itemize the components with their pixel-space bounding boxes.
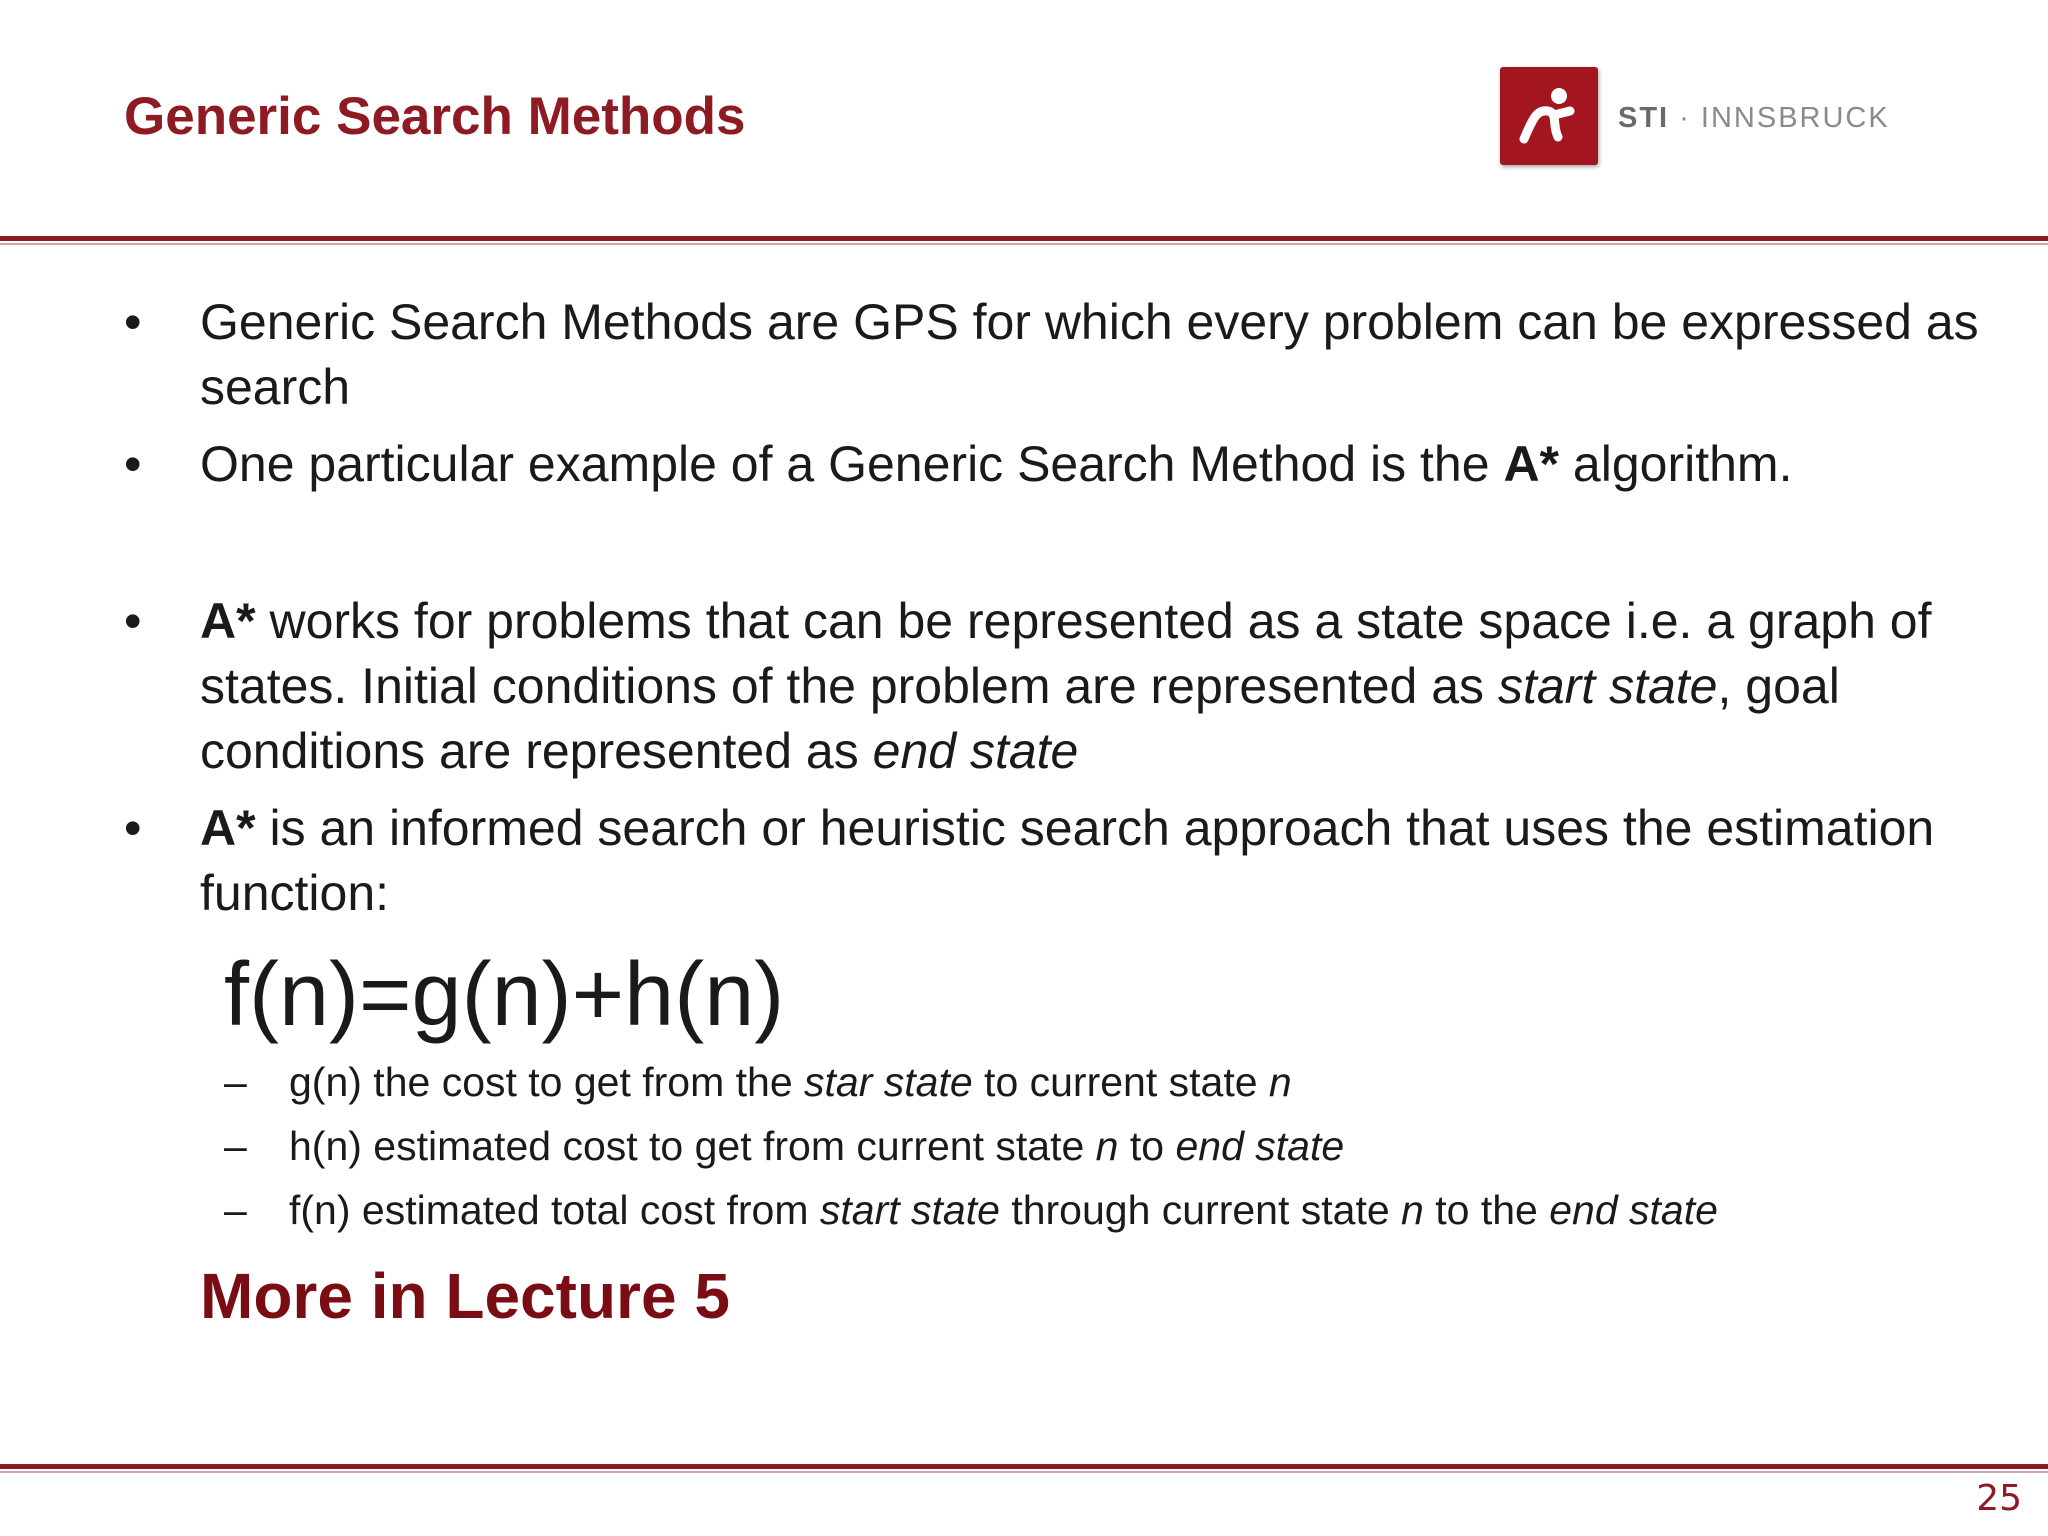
footer-divider — [0, 1464, 2048, 1469]
more-in-lecture-note: More in Lecture 5 — [200, 1260, 730, 1332]
sti-logo-text: STI · INNSBRUCK — [1618, 101, 1890, 134]
sti-figure-icon — [1500, 67, 1598, 165]
bullet-astar-state-space: • A* works for problems that can be represented as a state space i.e. a graph of states. Initial conditions of the problem are represented as start state, goal conditions are represented as end state — [124, 589, 1984, 784]
slide-title: Generic Search Methods — [124, 87, 746, 146]
page-number: 25 — [1976, 1478, 2022, 1519]
sub-item-f: – f(n) estimated total cost from start state through current state n to the end state — [124, 1178, 1984, 1242]
sub-item-g: – g(n) the cost to get from the star state to current state n — [124, 1050, 1984, 1114]
estimation-formula: f(n)=g(n)+h(n) — [224, 945, 785, 1045]
sub-item-h: – h(n) estimated cost to get from current state n to end state — [124, 1114, 1984, 1178]
header-divider-shadow — [0, 243, 2048, 245]
sti-logo — [1500, 66, 1890, 166]
header-divider — [0, 236, 2048, 241]
bullet-generic-search: • Generic Search Methods are GPS for which every problem can be expressed as search — [124, 290, 1984, 420]
bullet-astar-example: • One particular example of a Generic Search Method is the A* algorithm. — [124, 432, 1984, 497]
footer-divider-shadow — [0, 1471, 2048, 1473]
bullet-astar-heuristic: • A* is an informed search or heuristic search approach that uses the estimation function: — [124, 796, 1984, 926]
slide-content — [124, 290, 1984, 1336]
